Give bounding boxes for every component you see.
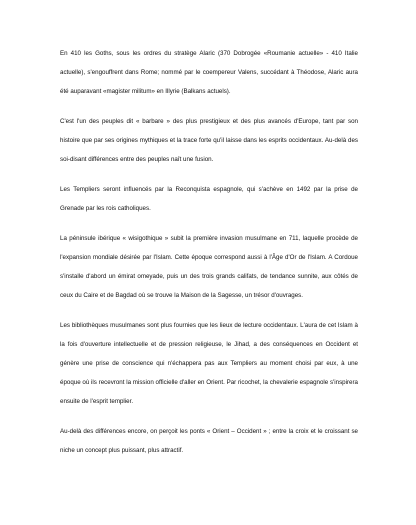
paragraph-goths-alaric: En 410 les Goths, sous les ordres du stratège Alaric (370 Dobrogée «Roumanie actuelle» - 410 Italie actuelle), s'engouffrent dans Rome; nommé par le coempereur Valens, succédant à Théodose, Alaric aura été auparavant «magister militum» en Illyrie (Balkans actuels). bbox=[60, 50, 358, 95]
paragraph-iberian-peninsula: La péninsule ibérique « wisigothique » subit la première invasion musulmane en 711, laquelle procède de l'expansion mondiale désirée par l'Islam. Cette époque correspond aussi à l'Âge d'Or de l'Islam. A Cordoue s'installe d'abord un émirat omeyade, puis un des trois grands califats, de tendance sunnite, aux côtés de ceux du Caire et de Bagdad où se trouve la Maison de la Sagesse, un trésor d'ouvrages. bbox=[60, 235, 358, 299]
paragraph-muslim-libraries: Les bibliothèques musulmanes sont plus fournies que les lieux de lecture occidentaux. L'aura de cet Islam à la fois d'ouverture intellectuelle et de pression religieuse, le Jihad, a des conséquences en Occident et génère une prise de conscience qui n'échappera pas aux Templiers au moment choisi par eux, à une époque où ils recevront la mission officielle d'aller en Orient. Par ricochet, la chevalerie espagnole s'inspirera ensuite de l'esprit templier. bbox=[60, 322, 358, 405]
paragraph-templars-reconquista: Les Templiers seront influencés par la Reconquista espagnole, qui s'achève en 1492 par la prise de Grenade par les rois catholiques. bbox=[60, 186, 358, 212]
document-body bbox=[60, 44, 358, 471]
paragraph-orient-occident: Au-delà des différences encore, on perçoit les ponts « Orient – Occident » ; entre la croix et le croissant se niche un concept plus puissant, plus attractif. bbox=[60, 428, 358, 454]
paragraph-barbarian-peoples: C'est l'un des peuples dit « barbare » des plus prestigieux et des plus avancés d'Europe, tant par son histoire que par ses origines mythiques et la trace forte qu'il laisse dans les esprits occidentaux. Au-delà des soi-disant différences entre des peuples naît une fusion. bbox=[60, 118, 358, 163]
